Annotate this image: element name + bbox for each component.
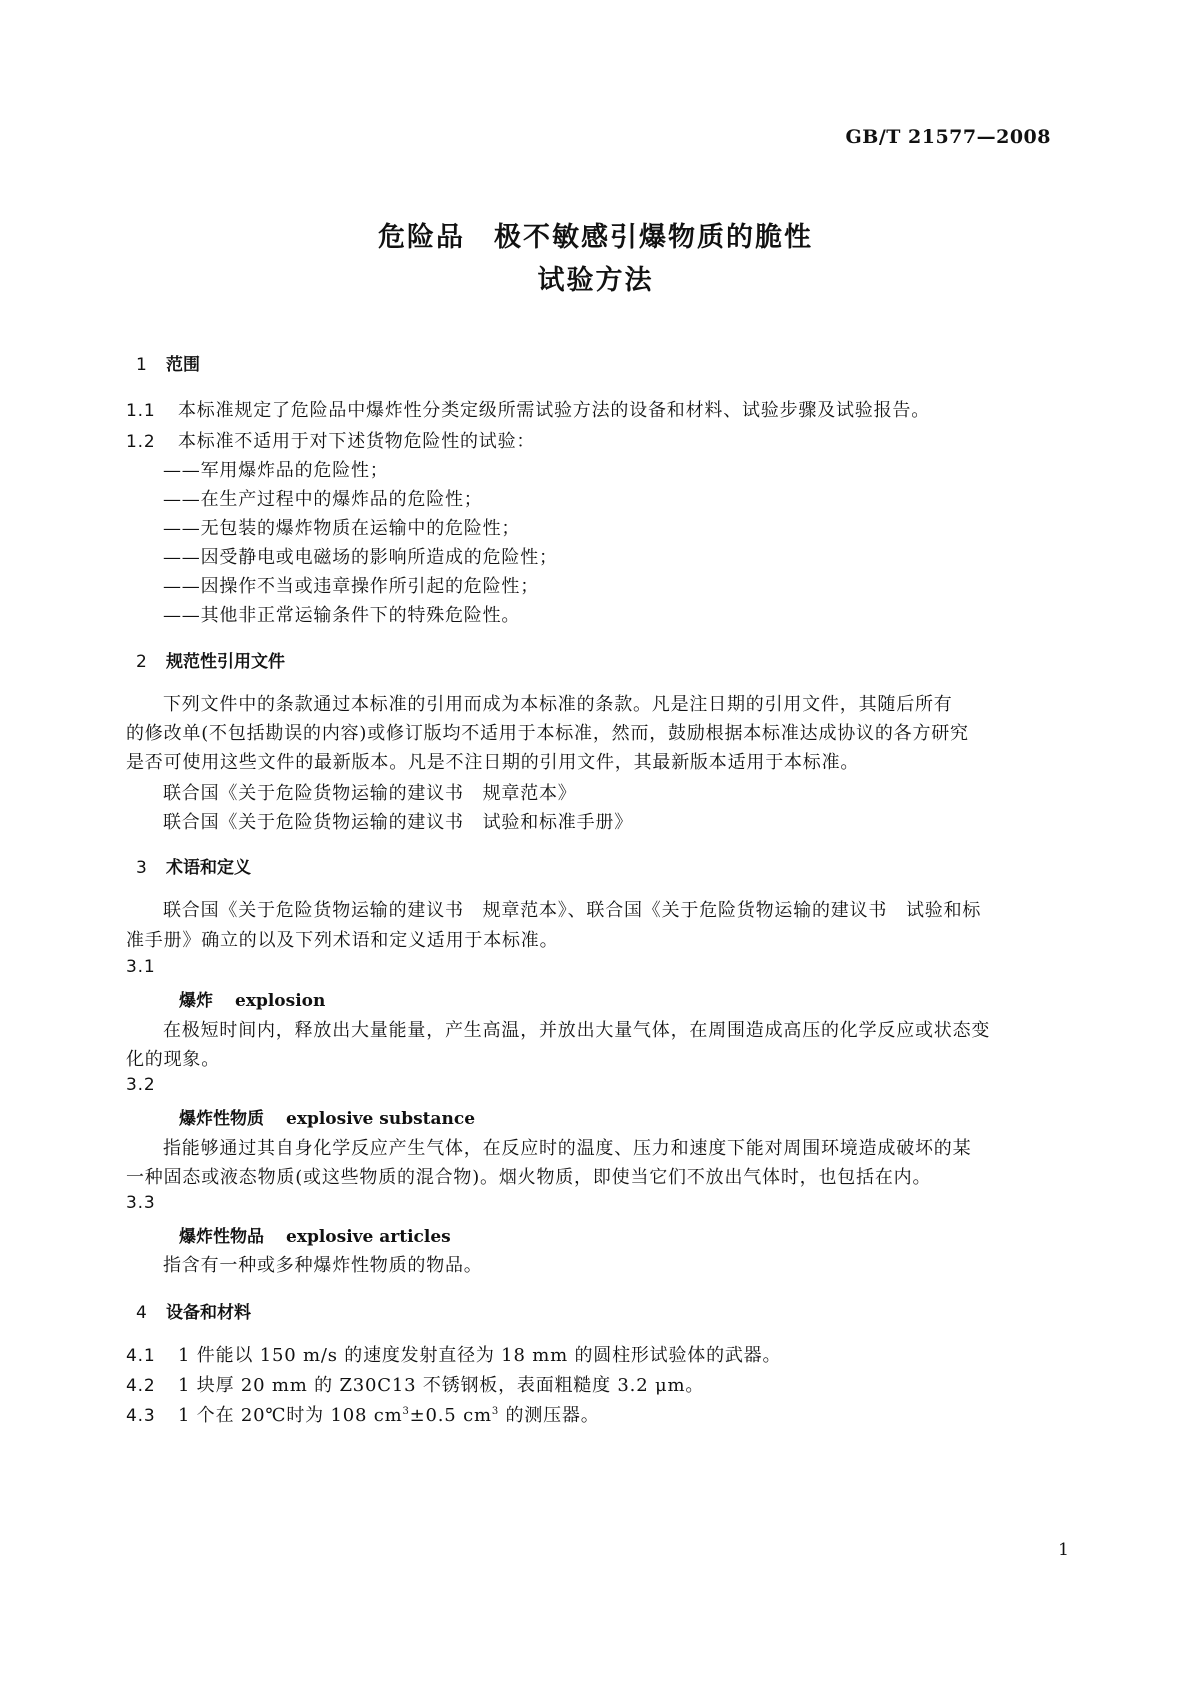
term-number	[126, 1074, 178, 1095]
term-zh: 爆炸	[179, 991, 213, 1011]
term-heading	[179, 1104, 475, 1129]
list-item: ——因操作不当或违章操作所引起的危险性；	[163, 576, 539, 597]
clause-text: 本标准规定了危险品中爆炸性分类定级所需试验方法的设备和材料、试验步骤及试验报告。	[178, 400, 930, 421]
clause-number: 3.2	[126, 1075, 156, 1095]
section-4-heading	[136, 1298, 251, 1323]
clause-text: 1 件能以 150 m/s 的速度发射直径为 18 mm 的圆柱形试验体的武器。	[178, 1345, 782, 1366]
paragraph-line: 的修改单(不包括勘误的内容)或修订版均不适用于本标准，然而，鼓励根据本标准达成协议的各方研究	[126, 723, 969, 744]
document-title-line-1: 危险品 极不敏感引爆物质的脆性	[378, 222, 813, 253]
document-title-line-2: 试验方法	[537, 265, 654, 296]
list-item: ——无包装的爆炸物质在运输中的危险性；	[163, 518, 521, 539]
definition-line: 指含有一种或多种爆炸性物质的物品。	[163, 1255, 483, 1276]
clause-number: 1.1	[126, 401, 156, 421]
definition-line: 指能够通过其自身化学反应产生气体，在反应时的温度、压力和速度下能对周围环境造成破坏的某	[163, 1138, 972, 1159]
clause-number: 1.2	[126, 432, 156, 452]
standard-code: GB/T 21577—2008	[845, 126, 1051, 148]
list-item: ——因受静电或电磁场的影响所造成的危险性；	[163, 547, 558, 568]
clause-number: 3.3	[126, 1193, 156, 1213]
clause-text: 1 块厚 20 mm 的 Z30C13 不锈钢板，表面粗糙度 3.2 μm。	[178, 1375, 705, 1396]
clause-4-2	[126, 1371, 704, 1397]
paragraph-line: 联合国《关于危险货物运输的建议书 规章范本》、联合国《关于危险货物运输的建议书 试验和标	[163, 900, 982, 921]
section-number: 1	[136, 355, 147, 375]
section-number: 2	[136, 652, 147, 672]
definition-line: 化的现象。	[126, 1049, 220, 1070]
section-3-heading	[136, 853, 251, 878]
term-number	[126, 1192, 178, 1213]
clause-number: 4.2	[126, 1376, 156, 1396]
clause-number: 4.1	[126, 1346, 156, 1366]
clause-1-1	[126, 396, 930, 422]
paragraph-line: 是否可使用这些文件的最新版本。凡是不注日期的引用文件，其最新版本适用于本标准。	[126, 752, 860, 773]
section-title: 设备和材料	[166, 1303, 251, 1323]
term-heading	[179, 1222, 451, 1247]
list-item: ——军用爆炸品的危险性；	[163, 460, 389, 481]
list-item: ——在生产过程中的爆炸品的危险性；	[163, 489, 483, 510]
clause-text: 本标准不适用于对下述货物危险性的试验：	[178, 431, 536, 452]
clause-number: 3.1	[126, 957, 156, 977]
section-title: 术语和定义	[166, 858, 251, 878]
section-title: 规范性引用文件	[166, 652, 285, 672]
term-number	[126, 956, 178, 977]
paragraph-line: 准手册》确立的以及下列术语和定义适用于本标准。	[126, 930, 559, 951]
term-heading	[179, 986, 325, 1011]
superscript: 3	[491, 1406, 500, 1417]
clause-number: 4.3	[126, 1406, 156, 1426]
definition-line: 一种固态或液态物质(或这些物质的混合物)。烟火物质，即使当它们不放出气体时，也包括在内。	[126, 1167, 932, 1188]
reference-item: 联合国《关于危险货物运输的建议书 试验和标准手册》	[163, 812, 633, 833]
term-zh: 爆炸性物品	[179, 1227, 264, 1247]
term-en: explosive articles	[286, 1227, 451, 1247]
paragraph-line: 下列文件中的条款通过本标准的引用而成为本标准的条款。凡是注日期的引用文件，其随后所有	[163, 694, 953, 715]
section-1-heading	[136, 350, 200, 375]
reference-item: 联合国《关于危险货物运输的建议书 规章范本》	[163, 783, 577, 804]
clause-1-2	[126, 427, 535, 453]
term-en: explosive substance	[286, 1109, 476, 1129]
page-number: 1	[1058, 1540, 1069, 1560]
clause-text: 1 个在 20℃时为 108 $cm^3\pm 0.5$ $cm^3$ 的测压器。	[178, 1405, 600, 1426]
term-zh: 爆炸性物质	[179, 1109, 264, 1129]
term-en: explosion	[235, 991, 326, 1011]
section-number: 4	[136, 1303, 147, 1323]
list-item: ——其他非正常运输条件下的特殊危险性。	[163, 605, 521, 626]
clause-4-3	[126, 1401, 600, 1427]
section-number: 3	[136, 858, 147, 878]
definition-line: 在极短时间内，释放出大量能量，产生高温，并放出大量气体，在周围造成高压的化学反应或状态变	[163, 1020, 991, 1041]
clause-4-1	[126, 1341, 781, 1367]
section-2-heading	[136, 647, 285, 672]
section-title: 范围	[166, 355, 200, 375]
superscript: 3	[402, 1406, 410, 1417]
